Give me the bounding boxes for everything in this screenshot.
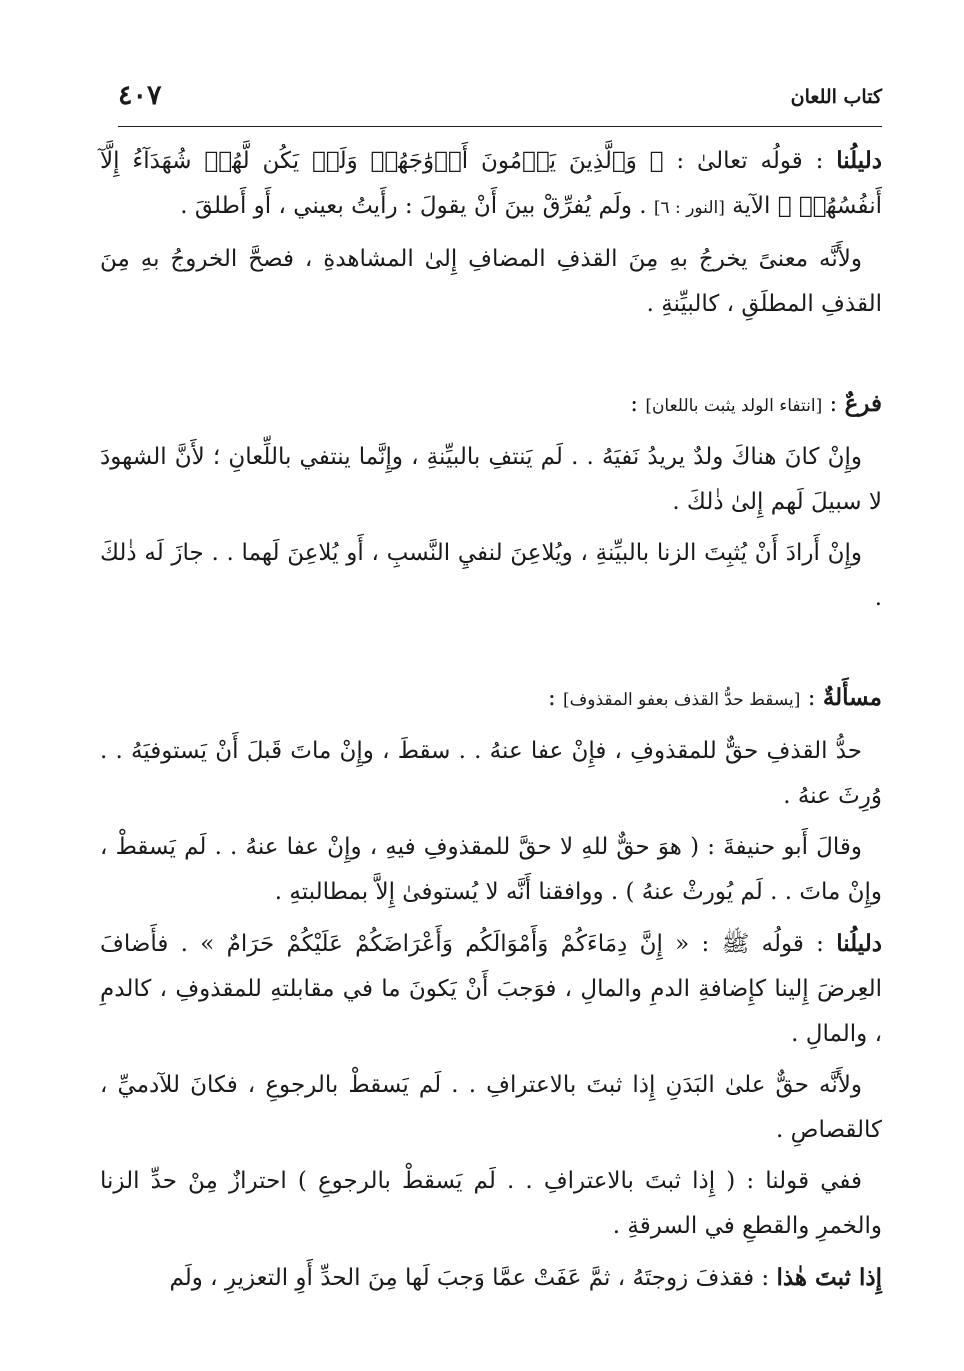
paragraph-evidence-hadith: دليلُنا : قولُه ﷺ : « إِنَّ دِمَاءَكُمْ وَأَمْوَالَكُم وَأَعْرَاضَكُمْ عَلَيْكُمْ حَرَامٌ » . فأَضافَ العِرضَ إِلينا كإِضافةِ الدمِ والمالِ ، فوَجبَ أَنْ يَكونَ ما في مقابلتهِ للمقذوفِ ، كالدمِ ، والمالِ . [100,930,882,1047]
paragraph: ففي قولنا : ( إِذا ثبتَ بالاعترافِ . . لَم يَسقطْ بالرجوعِ ) احترازٌ مِنْ حدِّ الزنا والخمرِ والقطعِ في السرقةِ . [100,1168,882,1239]
book-title: كتاب اللعان [790,86,882,108]
paragraph: وإِنْ كانَ هناكَ ولدٌ يريدُ نَفيَهُ . . لَم يَنتفِ بالبيِّنةِ ، وإِنَّما ينتفي باللِّعانِ ؛ لأَنَّ الشهودَ لا سبيلَ لَهم إِلىٰ ذٰلكَ . [100,444,882,515]
keyword-dalil: دليلُنا [836,930,882,957]
keyword-idha-thabata: إِذا ثبتَ هٰذا [776,1264,882,1291]
section-title: [انتفاء الولد يثبت باللعان] [645,396,823,416]
section-heading-issue: مسأَلةٌ : [يسقط حدُّ القذف بعفو المقذوف] : [547,684,882,711]
page-number: ٤٠٧ [118,80,162,111]
section-heading-branch: فرعٌ : [انتفاء الولد يثبت باللعان] : [630,390,882,417]
keyword-dalil: دليلُنا [836,147,882,174]
paragraph: حدُّ القذفِ حقٌّ للمقذوفِ ، فإِنْ عفا عنهُ . . سقطَ ، وإِنْ ماتَ قَبلَ أَنْ يَستوفيَهُ . . وُرِثَ عنهُ . [100,738,882,809]
paragraph: وقالَ أَبو حنيفةَ : ( هوَ حقٌّ للهِ لا حقَّ للمقذوفِ فيهِ ، وإِنْ عفا عنهُ . . لَم يَسقطْ ، وإِنْ ماتَ . . لَم يُورثْ عنهُ ) . ووافقنا أَنَّه لا يُستوفىٰ إِلاَّ بمطالبتهِ . [100,834,882,905]
paragraph-text: . ولَم يُفرِّقْ بينَ أَنْ يقولَ : رأَيتُ بعيني ، أَو أَطلقَ . [180,193,654,219]
page-header [118,80,882,127]
verse-text: : قولُه تعالىٰ : ﴿ وَٱلَّذِينَ يَرۡمُونَ أَزۡوَٰجَهُمۡ وَلَمۡ يَكُن لَّهُمۡ شُهَدَآءُ إِلَّآ أَنفُسُهُمۡ ﴾ الآية [100,148,882,219]
paragraph: وإِنْ أَرادَ أَنْ يُثبِتَ الزنا بالبيِّنةِ ، ويُلاعِنَ لنفيِ النَّسبِ ، أَو يُلاعِنَ لَهما . . جازَ لَه ذٰلكَ . [100,540,882,611]
section-title: [يسقط حدُّ القذف بعفو المقذوف] [563,690,801,710]
paragraph-consequence: إِذا ثبتَ هٰذا : فقذفَ زوجتَهُ ، ثمَّ عَفَتْ عمَّا وَجبَ لَها مِنَ الحدِّ أَوِ التعزيرِ ، ولَم [169,1264,882,1291]
keyword-far: فرعٌ [844,390,882,417]
page-body [100,138,882,1301]
paragraph: ولأَنَّه معنىً يخرجُ بهِ مِنَ القذفِ المضافِ إِلىٰ المشاهدةِ ، فصحَّ الخروجُ بهِ مِنَ القذفِ المطلَقِ ، كالبيِّنةِ . [100,246,882,317]
paragraph: ولأَنَّه حقٌّ علىٰ البَدَنِ إِذا ثبتَ بالاعترافِ . . لَم يَسقطْ بالرجوعِ ، فكانَ للآدميِّ ، كالقصاصِ . [100,1072,882,1143]
keyword-masala: مسأَلةٌ [822,684,882,711]
paragraph-evidence-verse [100,138,882,231]
verse-reference: [النور : ٦] [653,198,725,218]
